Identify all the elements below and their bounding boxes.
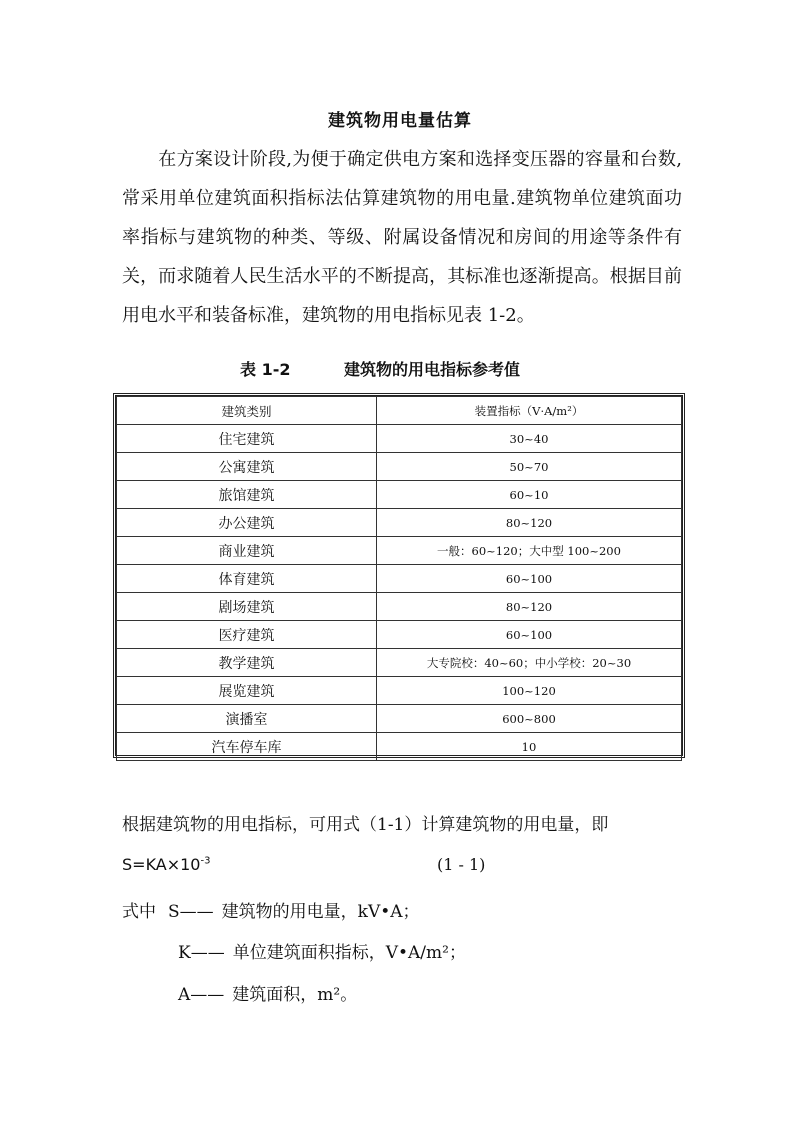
row-category: 剧场建筑 [117, 593, 377, 621]
table-caption [240, 357, 640, 380]
row-value: 60~100 [377, 621, 682, 649]
table-row [117, 425, 682, 453]
definition-line-k [178, 938, 466, 963]
table-row [117, 705, 682, 733]
row-category: 展览建筑 [117, 677, 377, 705]
row-category: 体育建筑 [117, 565, 377, 593]
row-value: 60~10 [377, 481, 682, 509]
definition-symbol: A—— [178, 985, 225, 1005]
where-label: 式中 [122, 902, 156, 922]
table-row [117, 649, 682, 677]
row-value: 一般：60~120；大中型 100~200 [377, 537, 682, 565]
table-row [117, 733, 682, 761]
row-value: 100~120 [377, 677, 682, 705]
definition-symbol: K—— [178, 943, 225, 963]
row-category: 办公建筑 [117, 509, 377, 537]
row-value: 大专院校：40~60；中小学校：20~30 [377, 649, 682, 677]
definition-line-s [122, 897, 420, 922]
table-row [117, 481, 682, 509]
row-value: 60~100 [377, 565, 682, 593]
table-row [117, 677, 682, 705]
formula-lead-in: 根据建筑物的用电指标，可用式（1-1）计算建筑物的用电量，即 [122, 815, 609, 835]
table-row [117, 509, 682, 537]
row-value: 30~40 [377, 425, 682, 453]
row-value: 80~120 [377, 509, 682, 537]
row-value: 600~800 [377, 705, 682, 733]
table-row [117, 593, 682, 621]
row-category: 旅馆建筑 [117, 481, 377, 509]
table-header-row [117, 397, 682, 425]
row-category: 演播室 [117, 705, 377, 733]
formula-exponent: -3 [200, 855, 211, 867]
table-grid [116, 396, 682, 761]
row-category: 医疗建筑 [117, 621, 377, 649]
intro-paragraph [122, 140, 682, 335]
row-category: 教学建筑 [117, 649, 377, 677]
row-value: 50~70 [377, 453, 682, 481]
row-category: 公寓建筑 [117, 453, 377, 481]
definition-text: 单位建筑面积指标，V•A/m²； [232, 943, 466, 963]
formula-expression-base: S=KA×10 [122, 855, 201, 874]
definition-symbol: S—— [168, 902, 214, 922]
row-category: 住宅建筑 [117, 425, 377, 453]
table-row [117, 537, 682, 565]
row-value: 10 [377, 733, 682, 761]
table-caption-title: 建筑物的用电指标参考值 [344, 360, 521, 379]
intro-paragraph-text: 在方案设计阶段,为便于确定供电方案和选择变压器的容量和台数,常采用单位建筑面积指标法估算建筑物的用电量.建筑物单位建筑面功率指标与建筑物的种类、等级、附属设备情况和房间的用途等条件有关，而求随着人民生活水平的不断提高，其标准也逐渐提高。根据目前用电水平和装备标准，建筑物的用电指标见表 1-2。 [122, 149, 682, 326]
table-caption-number: 表 1-2 [240, 360, 291, 379]
formula-line [122, 855, 682, 875]
header-value: 装置指标（V·A/m²） [377, 397, 682, 425]
table-row [117, 565, 682, 593]
definition-text: 建筑面积，m²。 [232, 985, 358, 1005]
document-title: 建筑物用电量估算 [328, 111, 472, 131]
definition-line-a [178, 980, 357, 1005]
definition-text: 建筑物的用电量，kV•A； [221, 902, 420, 922]
formula-expression [122, 855, 210, 874]
electricity-index-table [113, 393, 685, 758]
table-row [117, 453, 682, 481]
header-category: 建筑类别 [117, 397, 377, 425]
table-row [117, 621, 682, 649]
row-value: 80~120 [377, 593, 682, 621]
equation-number: (1 - 1) [437, 855, 486, 874]
row-category: 商业建筑 [117, 537, 377, 565]
row-category: 汽车停车库 [117, 733, 377, 761]
